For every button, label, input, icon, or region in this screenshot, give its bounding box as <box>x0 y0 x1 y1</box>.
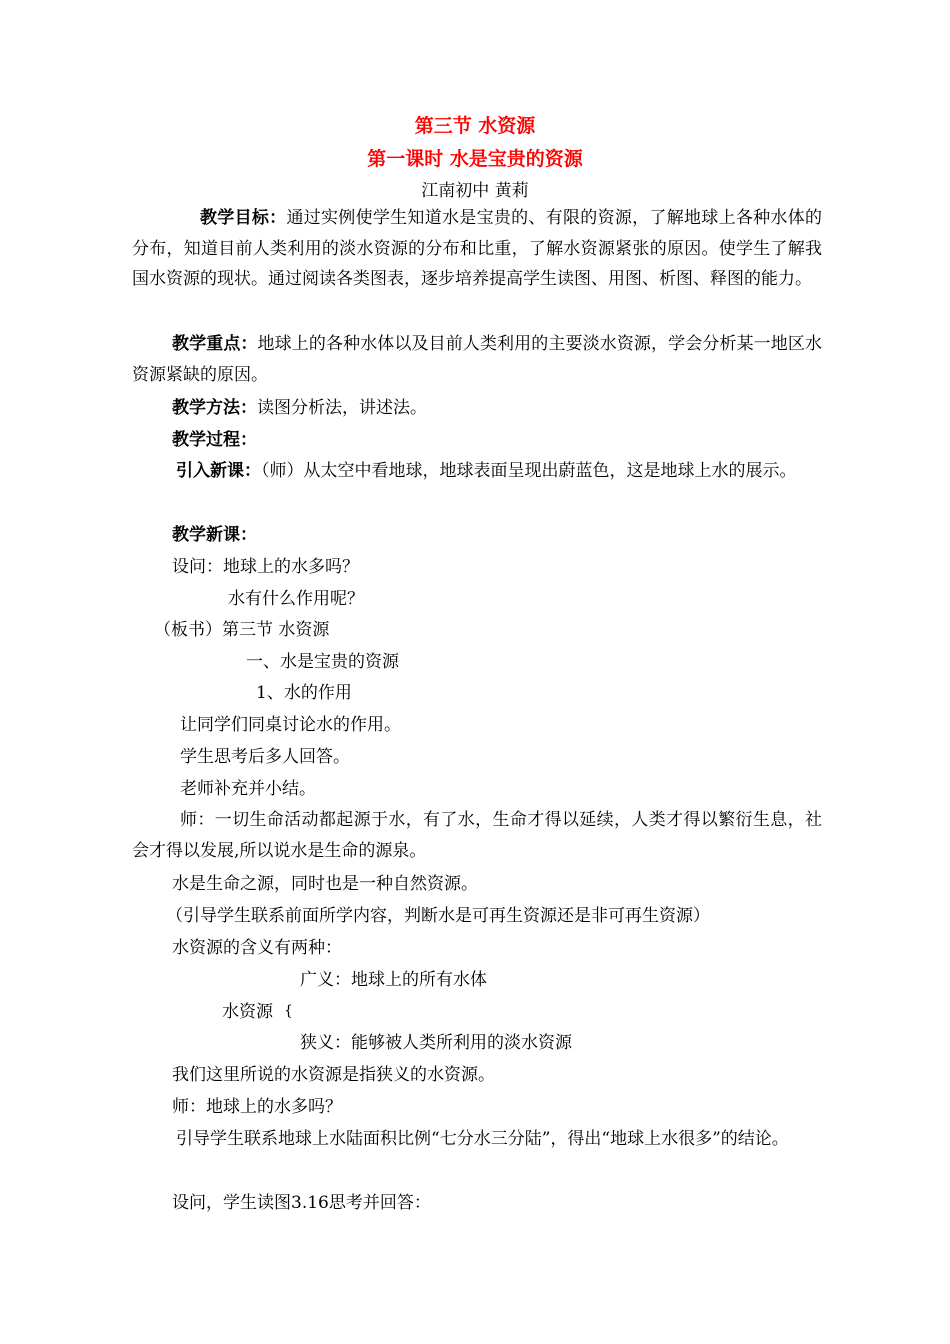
lesson-title: 第一课时 水是宝贵的资源 <box>367 148 583 170</box>
board-subheading-2: 1、水的作用 <box>256 683 352 703</box>
summary-line: 老师补充并小结。 <box>180 779 316 799</box>
methods-text: 读图分析法，讲述法。 <box>257 398 427 418</box>
key-points-text: 地球上的各种水体以及目前人类利用的主要淡水资源，学会分析某一地区水资源紧缺的原因。 <box>132 334 823 385</box>
question-3: 设问，学生读图3.16思考并回答： <box>172 1193 431 1213</box>
intro-label: 引入新课： <box>176 461 261 481</box>
meaning-line: 水资源的含义有两种： <box>172 938 342 958</box>
brace-glyph: { <box>284 1003 293 1019</box>
board-heading: （板书）第三节 水资源 <box>154 620 330 640</box>
guide-paragraph: 引导学生联系地球上水陆面积比例“七分水三分陆”，得出“地球上水很多”的结论。 <box>176 1129 789 1149</box>
author-line: 江南初中 黄莉 <box>421 181 529 201</box>
source-line: 水是生命之源，同时也是一种自然资源。 <box>172 874 478 894</box>
teacher-question: 师：地球上的水多吗？ <box>172 1097 342 1117</box>
teaching-goals-text: 通过实例使学生知道水是宝贵的、有限的资源，了解地球上各种水体的分布，知道目前人类利用的淡水资源的分布和比重，了解水资源紧张的原因。使学生了解我国水资源的现状。通过阅读各类图表，逐步培养提高学生读图、用图、析图、释图的能力。 <box>132 208 823 289</box>
intro-paragraph <box>132 456 822 487</box>
methods-label: 教学方法： <box>172 398 257 418</box>
here-line: 我们这里所说的水资源是指狭义的水资源。 <box>172 1065 495 1085</box>
key-points-paragraph <box>132 329 822 390</box>
teaching-goals-paragraph <box>132 203 822 295</box>
new-lesson-label: 教学新课： <box>172 525 257 545</box>
board-subheading-1: 一、水是宝贵的资源 <box>246 652 399 672</box>
water-resources-label: 水资源 <box>222 1002 273 1022</box>
narrow-definition: 狭义：能够被人类所利用的淡水资源 <box>300 1033 572 1053</box>
question-2: 水有什么作用呢？ <box>228 589 364 609</box>
teacher-paragraph: 师：一切生命活动都起源于水，有了水，生命才得以延续，人类才得以繁衍生息，社会才得以发展,所以说水是生命的源泉。 <box>132 810 822 861</box>
answer-line: 学生思考后多人回答。 <box>180 747 350 767</box>
question-1: 设问：地球上的水多吗？ <box>172 557 359 577</box>
intro-text: （师）从太空中看地球，地球表面呈现出蔚蓝色，这是地球上水的展示。 <box>261 461 797 481</box>
teaching-goals-label: 教学目标： <box>200 208 287 228</box>
guide-line: （引导学生联系前面所学内容，判断水是可再生资源还是非可再生资源） <box>166 906 710 926</box>
methods-line <box>172 393 427 423</box>
process-label: 教学过程： <box>172 430 257 450</box>
discuss-line: 让同学们同桌讨论水的作用。 <box>180 715 401 735</box>
broad-definition: 广义：地球上的所有水体 <box>300 970 487 990</box>
key-points-label: 教学重点： <box>172 334 258 354</box>
section-title: 第三节 水资源 <box>414 115 536 137</box>
